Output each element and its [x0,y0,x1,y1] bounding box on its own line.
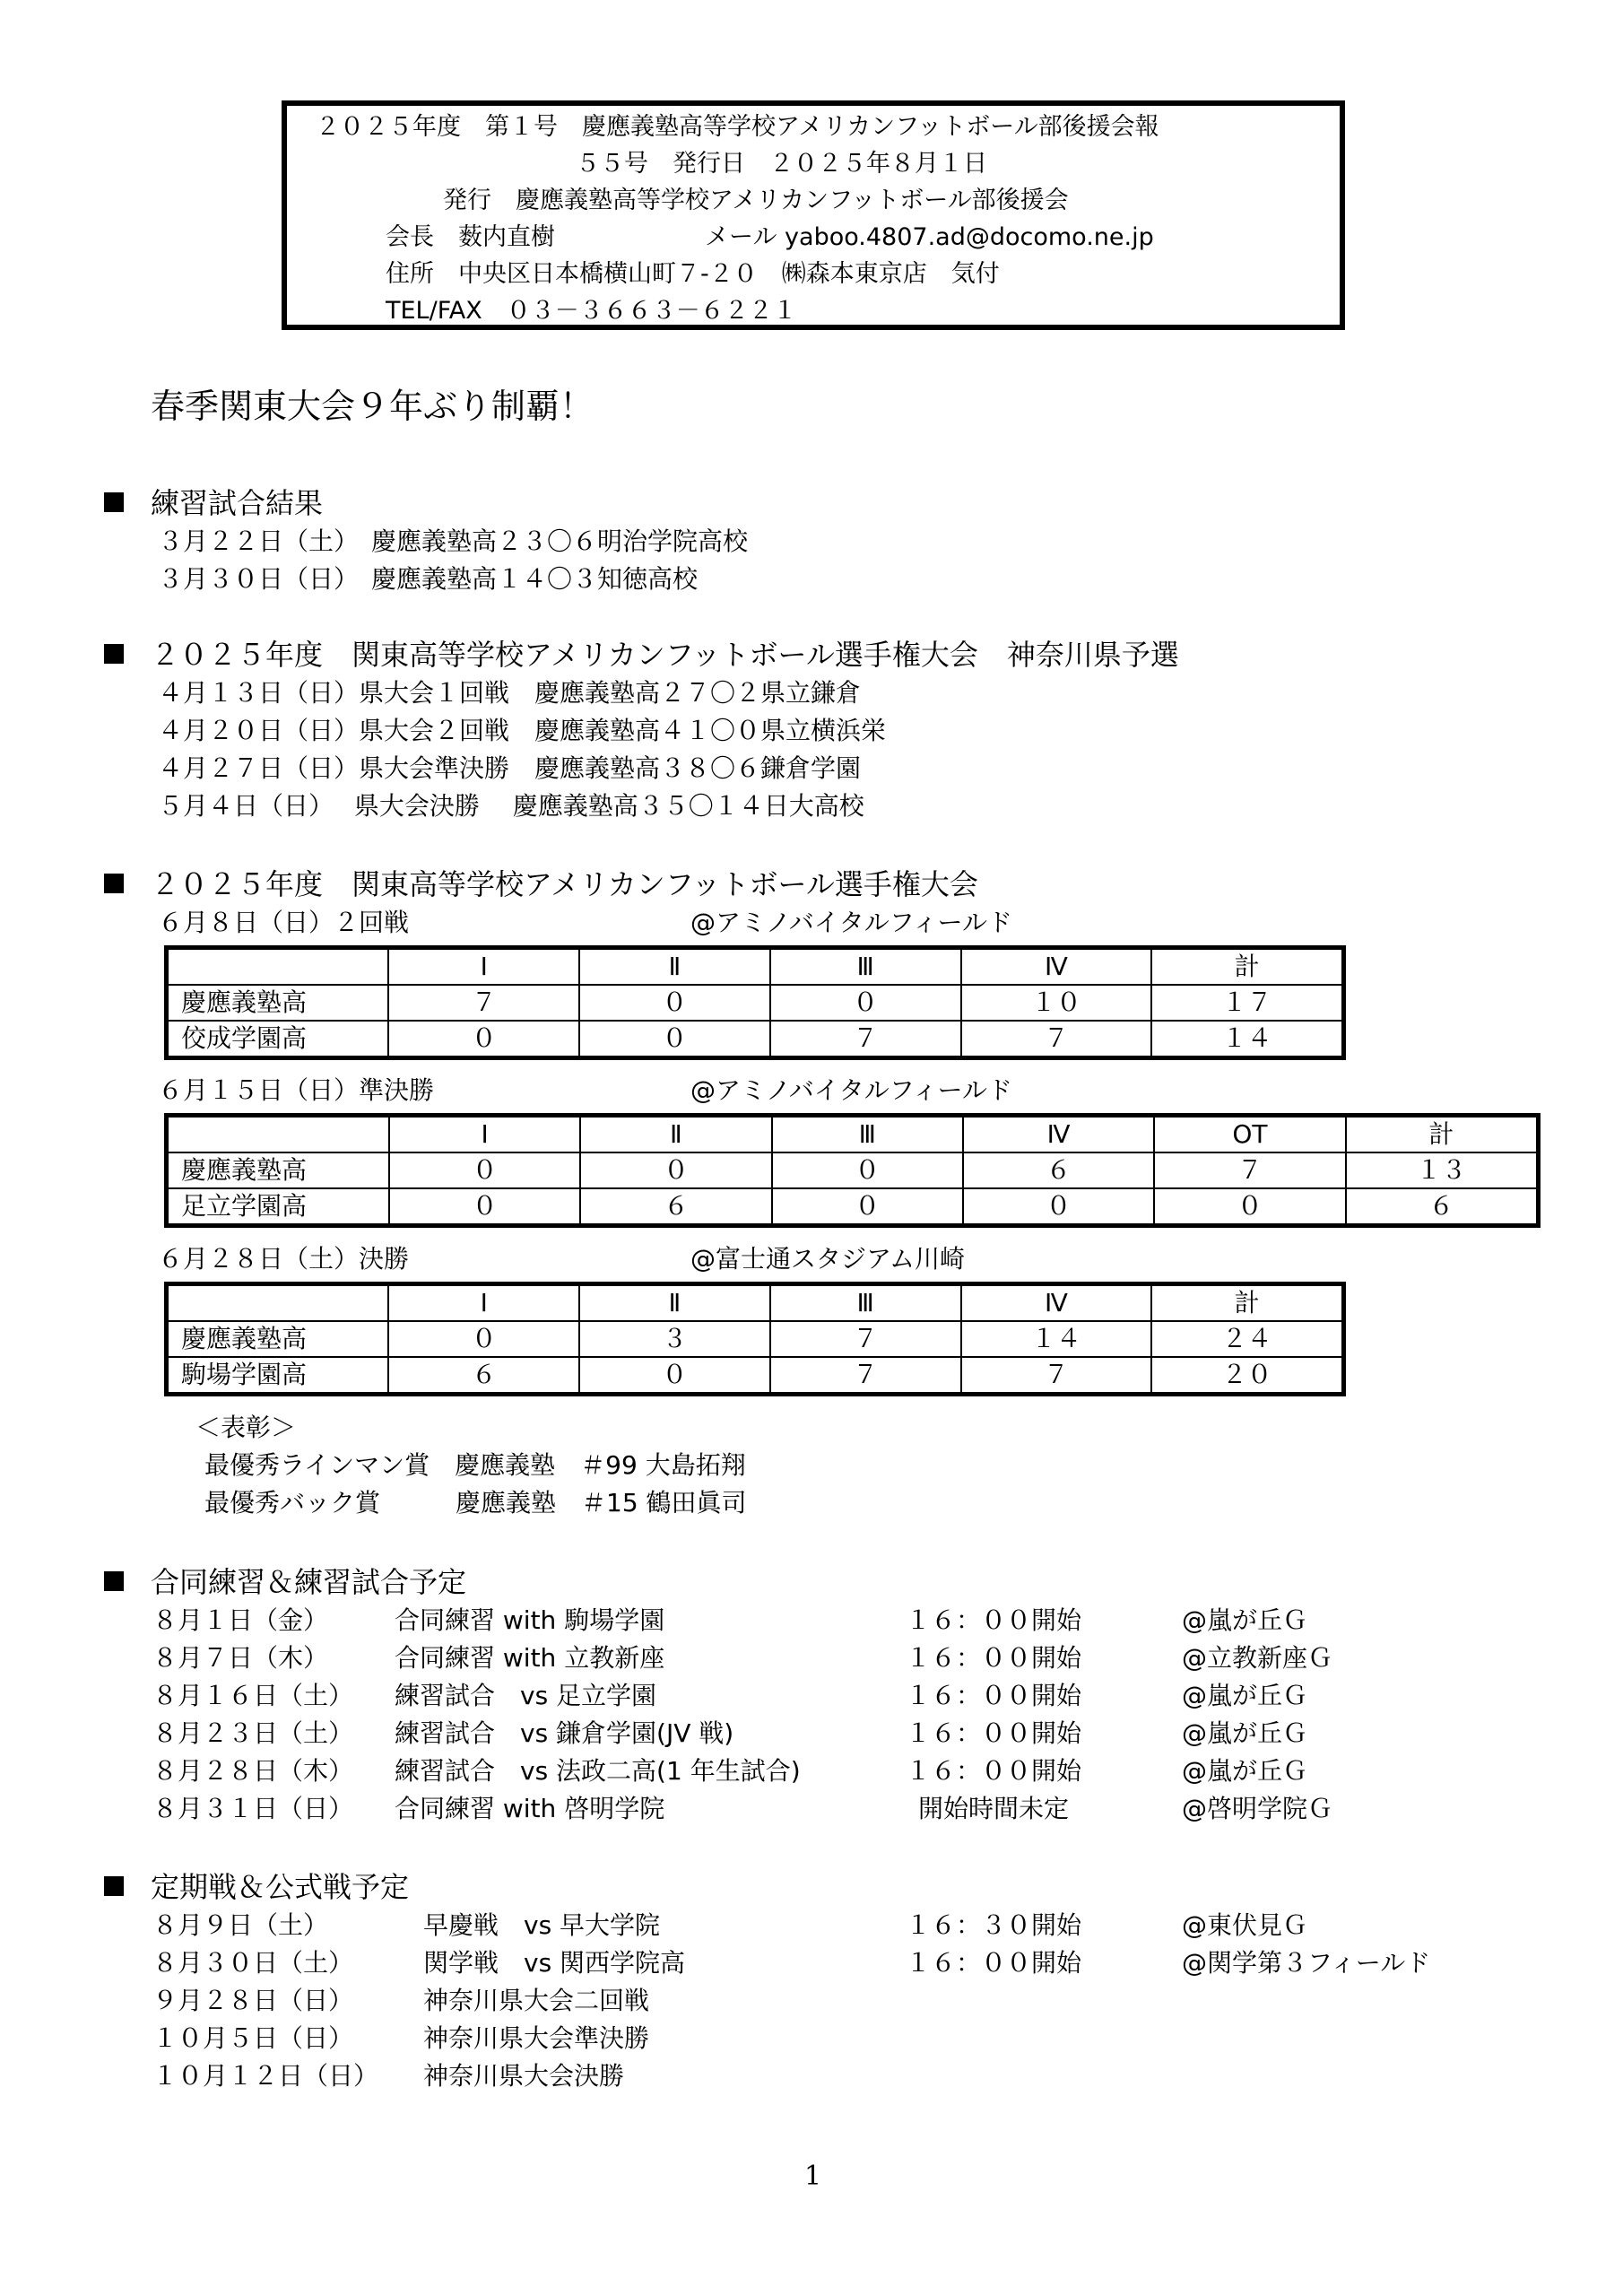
table-cell: ０ [579,1357,770,1395]
schedule-venue: @嵐が丘Ｇ [1182,1681,1308,1710]
table-cell: ０ [389,1152,580,1188]
score-table [164,1113,1541,1228]
section-joint-practice [104,1565,467,1599]
schedule-date: ８月２３日（土） [152,1718,354,1748]
table-row [167,1321,1344,1357]
list-item: ４月２０日（日）県大会２回戦 慶應義塾高４１〇０県立横浜栄 [158,716,887,745]
schedule-event: 関学戦 vs 関西学院高 [423,1948,686,1978]
schedule-event: 合同練習 with 啓明学院 [395,1794,665,1823]
awards-title: ＜表彰＞ [195,1413,297,1442]
table-cell: ６ [388,1357,579,1395]
schedule-event: 合同練習 with 立教新座 [395,1643,665,1673]
schedule-event: 神奈川県大会決勝 [423,2061,625,2091]
square-bullet-icon [104,874,124,893]
table-cell: ０ [770,985,961,1021]
section-title: 練習試合結果 [151,486,324,520]
header-publisher: 発行 慶應義塾高等学校アメリカンフットボール部後援会 [443,187,1069,214]
game-venue: @富士通スタジアム川崎 [690,1244,966,1274]
table-header: Ⅰ [388,948,579,986]
table-header: 計 [1151,1284,1343,1322]
award-item: 最優秀バック賞 慶應義塾 ＃15 鶴田眞司 [204,1488,747,1518]
schedule-venue: @嵐が丘Ｇ [1182,1605,1308,1635]
table-cell: ７ [770,1357,961,1395]
list-item: ４月１３日（日）県大会１回戦 慶應義塾高２７〇２県立鎌倉 [158,678,862,708]
table-header: Ⅰ [388,1284,579,1322]
table-header: Ⅳ [961,1284,1152,1322]
score-table [164,1282,1346,1396]
game-label: ６月８日（日）２回戦 [158,908,410,937]
section-prefectural [104,638,1179,672]
schedule-date: ８月７日（木） [152,1643,329,1673]
table-header: Ⅳ [963,1116,1154,1153]
table-cell: ７ [1154,1152,1345,1188]
section-title: 合同練習＆練習試合予定 [151,1565,467,1599]
team-name: 慶應義塾高 [167,985,389,1021]
team-name: 慶應義塾高 [167,1152,390,1188]
table-cell: ６ [1346,1188,1539,1226]
schedule-time: １６：００開始 [906,1756,1082,1786]
header-issue-date: ５５号 発行日 ２０２５年８月１日 [576,150,987,178]
schedule-date: ８月１６日（土） [152,1681,354,1710]
schedule-event: 練習試合 vs 法政二高(1 年生試合) [395,1756,801,1786]
section-title: ２０２５年度 関東高等学校アメリカンフットボール選手権大会 神奈川県予選 [151,638,1179,672]
schedule-venue: @関学第３フィールド [1182,1948,1431,1978]
section-official [104,1870,410,1904]
table-cell: ０ [772,1152,963,1188]
team-name: 足立学園高 [167,1188,390,1226]
schedule-venue: @東伏見Ｇ [1182,1910,1308,1940]
schedule-time: １６：００開始 [906,1643,1082,1673]
section-kanto [104,867,978,901]
schedule-time: １６：３０開始 [906,1910,1082,1940]
table-cell: ２０ [1151,1357,1343,1395]
table-row [167,1284,1344,1322]
table-cell [167,1116,390,1153]
list-item: ３月３０日（日） 慶應義塾高１４〇３知徳高校 [158,564,699,594]
table-cell: ０ [579,1021,770,1058]
table-cell: ０ [580,1152,771,1188]
table-cell: ７ [770,1321,961,1357]
table-header: Ⅱ [580,1116,771,1153]
table-cell: １４ [1151,1021,1343,1058]
game-label: ６月１５日（日）準決勝 [158,1075,435,1105]
list-item: ５月４日（日） 県大会決勝 慶應義塾高３５〇１４日大高校 [158,791,864,821]
table-row [167,948,1344,986]
square-bullet-icon [104,1876,124,1896]
table-cell: ０ [963,1188,1154,1226]
schedule-time: 開始時間未定 [918,1794,1070,1823]
section-title: 定期戦＆公式戦予定 [151,1870,410,1904]
game-venue: @アミノバイタルフィールド [690,1075,1012,1105]
table-cell: ０ [388,1021,579,1058]
table-cell: １４ [961,1321,1152,1357]
game-label: ６月２８日（土）決勝 [158,1244,410,1274]
table-cell [167,948,389,986]
schedule-time: １６：００開始 [906,1681,1082,1710]
schedule-date: ８月９日（土） [152,1910,329,1940]
header-president: 会長 薮内直樹 [386,223,555,251]
table-cell: ０ [389,1188,580,1226]
table-cell: ６ [963,1152,1154,1188]
table-cell: ０ [772,1188,963,1226]
table-row [167,1357,1344,1395]
game-venue: @アミノバイタルフィールド [690,908,1012,937]
header-address: 住所 中央区日本橋横山町７-２０ ㈱森本東京店 気付 [386,260,1000,288]
table-header: Ⅰ [389,1116,580,1153]
schedule-event: 神奈川県大会準決勝 [423,2023,650,2053]
schedule-date: ８月３１日（日） [152,1794,354,1823]
square-bullet-icon [104,1571,124,1591]
schedule-venue: @嵐が丘Ｇ [1182,1756,1308,1786]
table-header: Ⅱ [579,1284,770,1322]
schedule-date: ８月２８日（木） [152,1756,354,1786]
schedule-time: １６：００開始 [906,1718,1082,1748]
table-cell: ７ [770,1021,961,1058]
table-cell: １３ [1346,1152,1539,1188]
table-header: 計 [1346,1116,1539,1153]
table-row [167,1021,1344,1058]
table-header: Ⅱ [579,948,770,986]
schedule-date: ９月２８日（日） [152,1986,354,2015]
table-row [167,1188,1539,1226]
schedule-venue: @立教新座Ｇ [1182,1643,1333,1673]
headline: 春季関東大会９年ぶり制覇！ [151,387,595,426]
score-table [164,945,1346,1060]
schedule-venue: @嵐が丘Ｇ [1182,1718,1308,1748]
section-title: ２０２５年度 関東高等学校アメリカンフットボール選手権大会 [151,867,978,901]
table-cell: ０ [579,985,770,1021]
table-header: Ⅲ [770,1284,961,1322]
schedule-date: ８月１日（金） [152,1605,329,1635]
schedule-venue: @啓明学院Ｇ [1182,1794,1333,1823]
square-bullet-icon [104,492,124,512]
schedule-time: １６：００開始 [906,1948,1082,1978]
page-number: 1 [804,2161,822,2192]
team-name: 駒場学園高 [167,1357,389,1395]
section-practice-results [104,486,324,520]
schedule-event: 早慶戦 vs 早大学院 [423,1910,661,1940]
table-header: Ⅲ [770,948,961,986]
table-cell: ７ [961,1021,1152,1058]
schedule-event: 練習試合 vs 足立学園 [395,1681,657,1710]
square-bullet-icon [104,644,124,664]
schedule-date: １０月１２日（日） [152,2061,379,2091]
schedule-time: １６：００開始 [906,1605,1082,1635]
table-cell: １０ [961,985,1152,1021]
table-header: 計 [1151,948,1343,986]
table-header: Ⅳ [961,948,1152,986]
table-cell: ０ [1154,1188,1345,1226]
schedule-event: 合同練習 with 駒場学園 [395,1605,665,1635]
table-row [167,1116,1539,1153]
table-cell: ２４ [1151,1321,1343,1357]
schedule-date: ８月３０日（土） [152,1948,354,1978]
schedule-event: 神奈川県大会二回戦 [423,1986,650,2015]
table-row [167,985,1344,1021]
team-name: 佼成学園高 [167,1021,389,1058]
table-cell [167,1284,389,1322]
header-issue-line: ２０２５年度 第１号 慶應義塾高等学校アメリカンフットボール部後援会報 [316,113,1159,141]
award-item: 最優秀ラインマン賞 慶應義塾 ＃99 大島拓翔 [204,1450,746,1480]
team-name: 慶應義塾高 [167,1321,389,1357]
schedule-event: 練習試合 vs 鎌倉学園(JV 戦) [395,1718,734,1748]
table-row [167,1152,1539,1188]
header-telfax: TEL/FAX ０３－３６６３－６２２１ [386,297,797,325]
schedule-date: １０月５日（日） [152,2023,354,2053]
list-item: ４月２７日（日）県大会準決勝 慶應義塾高３８〇６鎌倉学園 [158,753,862,783]
list-item: ３月２２日（土） 慶應義塾高２３〇６明治学院高校 [158,526,749,556]
table-cell: １７ [1151,985,1343,1021]
table-cell: ０ [388,1321,579,1357]
table-cell: ７ [961,1357,1152,1395]
table-cell: ６ [580,1188,771,1226]
table-header: Ⅲ [772,1116,963,1153]
header-email[interactable]: メール yaboo.4807.ad@docomo.ne.jp [705,223,1154,251]
table-cell: ３ [579,1321,770,1357]
table-header: OT [1154,1116,1345,1153]
table-cell: ７ [388,985,579,1021]
